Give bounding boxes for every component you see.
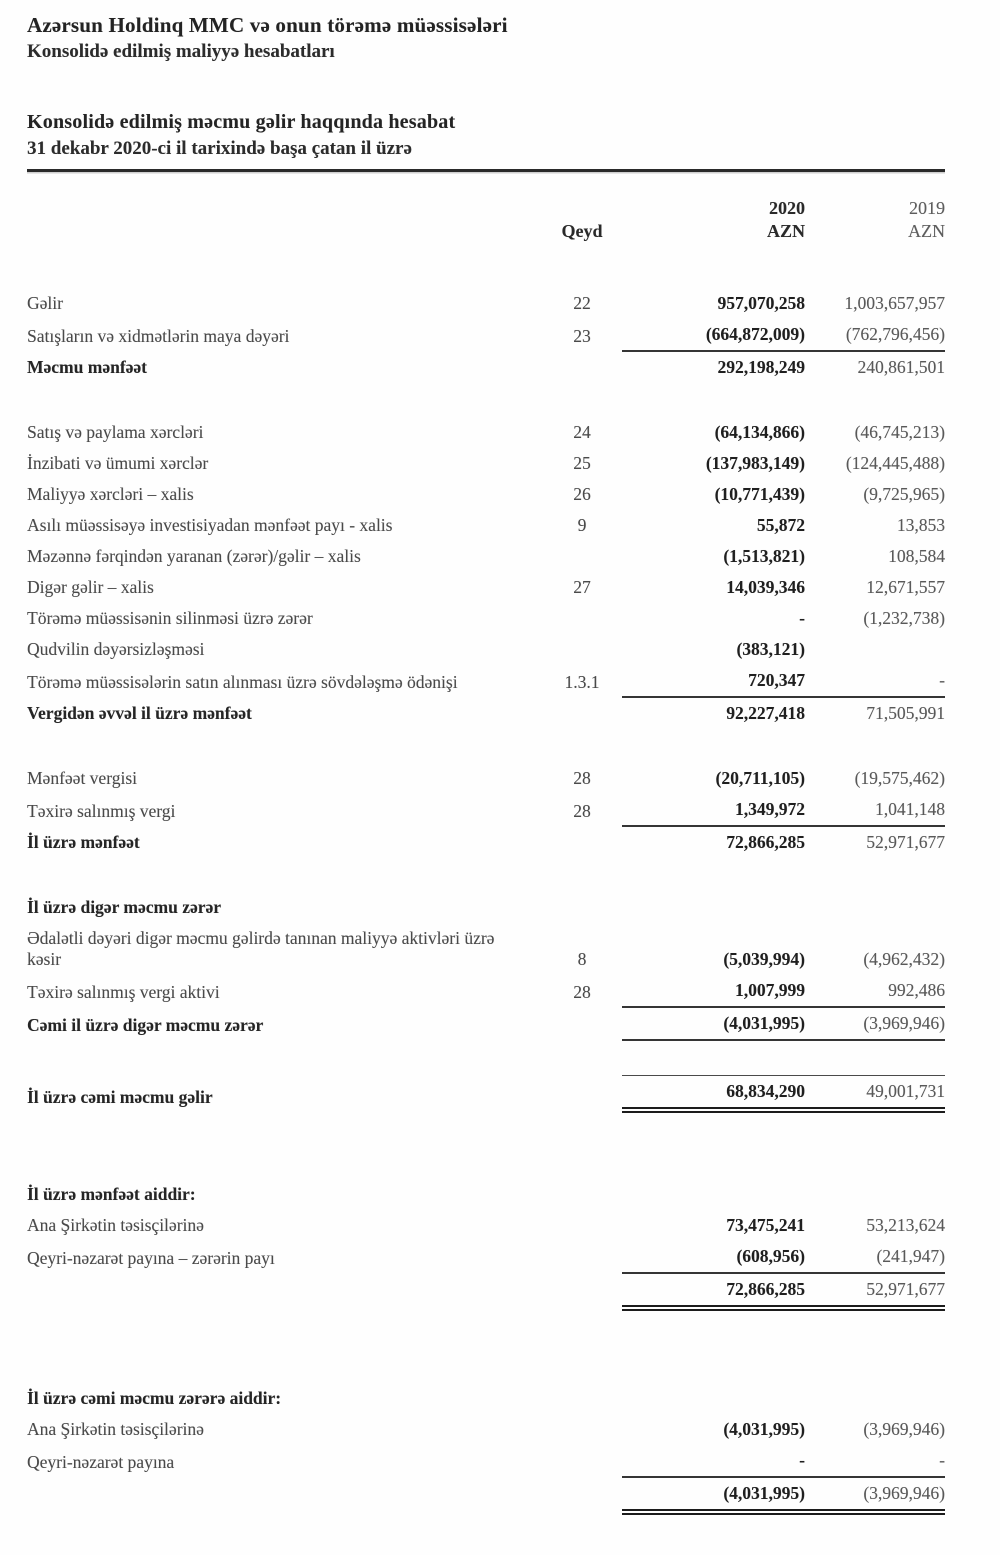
row-note: 1.3.1: [564, 671, 600, 692]
value-2020: (5,039,994): [723, 948, 805, 969]
row-note: [542, 655, 622, 665]
header-divider: [27, 169, 945, 172]
row-note: [542, 1031, 622, 1041]
table-row: [27, 572, 945, 603]
statements-label: Konsolidə edilmiş maliyyə hesabatları: [27, 41, 335, 63]
row-note: [542, 1200, 622, 1210]
table-row: [27, 634, 945, 665]
value-2019: 108,584: [888, 545, 945, 566]
row-note: 24: [573, 421, 591, 442]
column-header-2019: [805, 198, 945, 242]
value-2019: [805, 655, 945, 665]
value-2019: [805, 1404, 945, 1414]
table-row: [27, 319, 945, 352]
table-row: [27, 510, 945, 541]
row-note: 23: [573, 325, 591, 346]
row-note: [542, 719, 622, 729]
row-label: Maliyyə xərcləri – xalis: [27, 483, 194, 504]
row-label: Vergidən əvvəl il üzrə mənfəət: [27, 702, 252, 723]
row-note: [542, 373, 622, 383]
value-2020: 73,475,241: [726, 1214, 805, 1235]
value-2019: (241,947): [805, 1241, 945, 1274]
statement-section: [27, 892, 945, 1041]
value-2020: (64,134,866): [714, 421, 805, 442]
row-label: Digər gəlir – xalis: [27, 576, 154, 597]
table-row: [27, 1241, 945, 1274]
value-2019: (46,745,213): [854, 421, 945, 442]
value-2020: 14,039,346: [726, 576, 805, 597]
table-row: [27, 794, 945, 827]
column-header-note: Qeyd: [561, 220, 603, 241]
value-2019: (1,232,738): [863, 607, 945, 628]
row-label: Satış və paylama xərcləri: [27, 421, 204, 442]
value-2020: [622, 1404, 805, 1414]
value-2020: [622, 1200, 805, 1210]
row-note: [542, 1404, 622, 1414]
row-note: 26: [573, 483, 591, 504]
value-2019: [805, 913, 945, 923]
row-label: Təxirə salınmış vergi aktivi: [27, 981, 220, 1002]
value-2019: 13,853: [896, 514, 945, 535]
table-row: [27, 892, 945, 923]
statement-section: [27, 1179, 945, 1311]
value-2019: (124,445,488): [845, 452, 945, 473]
row-note: [542, 1264, 622, 1274]
document-header: [27, 10, 945, 172]
table-row: [27, 479, 945, 510]
row-note: [542, 1435, 622, 1445]
statement-section: [27, 763, 945, 858]
row-label: [27, 1301, 542, 1311]
value-2020: (664,872,009): [622, 319, 805, 352]
value-2020: (4,031,995): [622, 1008, 805, 1041]
value-2020: (137,983,149): [705, 452, 805, 473]
row-label: Qeyri-nəzarət payına: [27, 1451, 175, 1472]
row-label: İl üzrə cəmi məcmu zərərə aiddir:: [27, 1387, 282, 1408]
row-label: Cəmi il üzrə digər məcmu zərər: [27, 1014, 264, 1035]
value-2020: 55,872: [756, 514, 805, 535]
table-row: [27, 603, 945, 634]
row-label: Məcmu mənfəət: [27, 356, 148, 377]
statement-section: [27, 1075, 945, 1113]
value-2019: 1,003,657,957: [844, 292, 945, 313]
value-2019: (9,725,965): [863, 483, 945, 504]
table-row: [27, 975, 945, 1008]
value-2020: 72,866,285: [622, 1274, 805, 1311]
value-2019: 49,001,731: [805, 1075, 945, 1113]
row-note: [542, 1231, 622, 1241]
table-row: [27, 1210, 945, 1241]
table-row: [27, 417, 945, 448]
value-2020: 1,349,972: [622, 794, 805, 827]
value-2019: (19,575,462): [854, 767, 945, 788]
row-note: [542, 1468, 622, 1478]
table-row: [27, 665, 945, 698]
row-note: 22: [573, 292, 591, 313]
company-name: Azərsun Holdinq MMC və onun törəmə müəssisələri: [27, 13, 508, 37]
row-note: 28: [573, 767, 591, 788]
report-period: 31 dekabr 2020-ci il tarixində başa çatan il üzrə: [27, 137, 412, 159]
row-label: Satışların və xidmətlərin maya dəyəri: [27, 325, 290, 346]
table-row: [27, 763, 945, 794]
value-2019: 12,671,557: [866, 576, 945, 597]
statement-body: [27, 288, 945, 1515]
value-2019: (4,962,432): [863, 948, 945, 969]
value-2019: -: [805, 1445, 945, 1478]
company-block: [27, 10, 945, 65]
report-title-block: [27, 109, 945, 163]
row-label: Ana Şirkətin təsisçilərinə: [27, 1214, 204, 1235]
row-note: 28: [573, 981, 591, 1002]
table-row: [27, 1179, 945, 1210]
column-header-2020: [622, 198, 805, 242]
year-2019-label: 2019: [909, 197, 945, 218]
row-note: 28: [573, 800, 591, 821]
row-label: İnzibati və ümumi xərclər: [27, 452, 209, 473]
row-label: İl üzrə cəmi məcmu gəlir: [27, 1086, 213, 1107]
row-label: Gəlir: [27, 292, 63, 313]
value-2020: (4,031,995): [723, 1418, 805, 1439]
value-2019: (3,969,946): [805, 1008, 945, 1041]
value-2019: 992,486: [805, 975, 945, 1008]
table-row: [27, 923, 945, 975]
value-2019: 240,861,501: [857, 356, 945, 377]
value-2020: [622, 913, 805, 923]
value-2020: 72,866,285: [726, 831, 805, 852]
value-2020: (20,711,105): [715, 767, 805, 788]
row-label: Ana Şirkətin təsisçilərinə: [27, 1418, 204, 1439]
row-note: [542, 624, 622, 634]
value-2020: 1,007,999: [622, 975, 805, 1008]
row-note: [542, 1505, 622, 1515]
currency-label-2019: AZN: [908, 220, 945, 241]
value-2019: 52,971,677: [805, 1274, 945, 1311]
value-2020: (608,956): [622, 1241, 805, 1274]
table-row: [27, 1075, 945, 1113]
row-label: Qeyri-nəzarət payına – zərərin payı: [27, 1247, 275, 1268]
table-row: [27, 1445, 945, 1478]
year-2020-label: 2020: [769, 197, 805, 218]
value-2020: (10,771,439): [714, 483, 805, 504]
value-2020: 68,834,290: [622, 1075, 805, 1113]
value-2019: (3,969,946): [863, 1418, 945, 1439]
row-label: Qudvilin dəyərsizləşməsi: [27, 638, 205, 659]
row-label: Asılı müəssisəyə investisiyadan mənfəət payı - xalis: [27, 514, 393, 535]
table-row: [27, 1383, 945, 1414]
statement-section: [27, 288, 945, 383]
table-row: [27, 1414, 945, 1445]
row-note: [542, 913, 622, 923]
value-2020: 292,198,249: [717, 356, 805, 377]
value-2020: -: [799, 607, 805, 628]
table-row: [27, 1008, 945, 1041]
row-label: Törəmə müəssisənin silinməsi üzrə zərər: [27, 607, 313, 628]
row-label: Məzənnə fərqindən yaranan (zərər)/gəlir – xalis: [27, 545, 361, 566]
value-2020: 957,070,258: [717, 292, 805, 313]
table-row: [27, 288, 945, 319]
value-2020: 720,347: [622, 665, 805, 698]
table-row: [27, 541, 945, 572]
report-title: Konsolidə edilmiş məcmu gəlir haqqında hesabat: [27, 110, 456, 133]
row-label: Təxirə salınmış vergi: [27, 800, 176, 821]
value-2020: -: [622, 1445, 805, 1478]
value-2019: 53,213,624: [866, 1214, 945, 1235]
row-label: İl üzrə mənfəət aiddir:: [27, 1183, 196, 1204]
value-2019: 52,971,677: [866, 831, 945, 852]
row-note: [542, 562, 622, 572]
row-label: [27, 1505, 542, 1515]
row-note: 8: [577, 948, 587, 969]
table-row: [27, 1478, 945, 1515]
value-2020: (4,031,995): [622, 1478, 805, 1515]
value-2019: [805, 1200, 945, 1210]
table-row: [27, 1274, 945, 1311]
row-note: 27: [573, 576, 591, 597]
row-label: İl üzrə digər məcmu zərər: [27, 896, 222, 917]
table-row: [27, 827, 945, 858]
value-2019: (3,969,946): [805, 1478, 945, 1515]
table-row: [27, 698, 945, 729]
value-2020: (1,513,821): [723, 545, 805, 566]
table-row: [27, 352, 945, 383]
row-label: Mənfəət vergisi: [27, 767, 137, 788]
statement-section: [27, 1383, 945, 1515]
row-note: [542, 1103, 622, 1113]
value-2019: (762,796,456): [805, 319, 945, 352]
row-note: 9: [577, 514, 587, 535]
table-row: [27, 448, 945, 479]
row-label: Törəmə müəssisələrin satın alınması üzrə sövdələşmə ödənişi: [27, 671, 458, 692]
statement-section: [27, 417, 945, 729]
column-headers: [27, 198, 945, 242]
row-label: Ədalətli dəyəri digər məcmu gəlirdə tanınan maliyyə aktivləri üzrə kəsir: [27, 927, 495, 969]
value-2019: 71,505,991: [866, 702, 945, 723]
value-2019: 1,041,148: [805, 794, 945, 827]
value-2019: -: [805, 665, 945, 698]
row-label: İl üzrə mənfəət: [27, 831, 140, 852]
value-2020: (383,121): [736, 638, 805, 659]
value-2020: 92,227,418: [726, 702, 805, 723]
row-note: [542, 848, 622, 858]
currency-label-2020: AZN: [766, 220, 805, 241]
row-note: 25: [573, 452, 591, 473]
row-note: [542, 1301, 622, 1311]
